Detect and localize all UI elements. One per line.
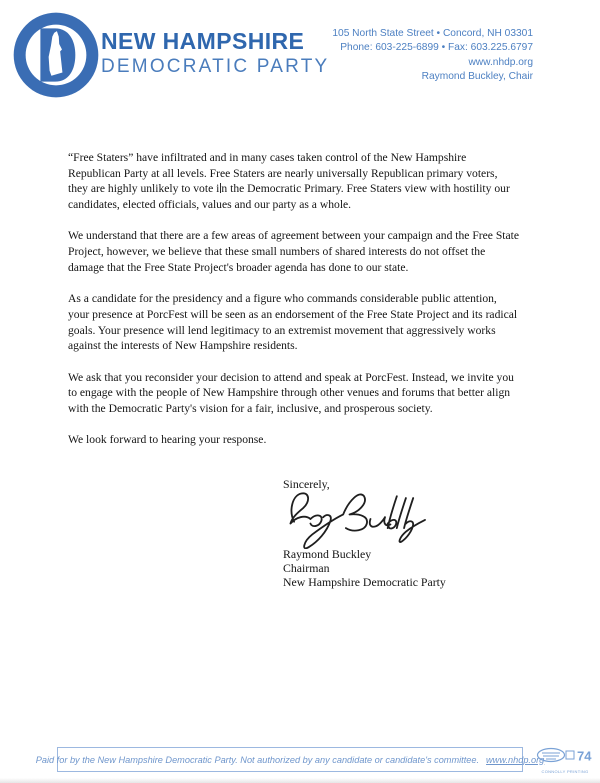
- footer-website-link: www.nhdp.org: [486, 754, 545, 765]
- body-line: goals. Your presence will lend legitimacy to an extremist movement that aggressively works: [68, 323, 496, 337]
- body-line: We understand that there are a few areas of agreement between your campaign and the Free State: [68, 229, 520, 243]
- letter-body: [68, 150, 548, 464]
- signer-name: Raymond Buckley: [283, 547, 372, 561]
- union-printing-label: [535, 747, 595, 774]
- body-line: We look forward to hearing your response.: [68, 433, 267, 447]
- body-line: against the interests of New Hampshire residents.: [68, 339, 298, 353]
- body-line: [68, 181, 548, 197]
- body-line: Republican Party at all levels. Free Staters are nearly universally Republican primary voters,: [68, 166, 498, 180]
- body-line: candidates, elected officials, values and our party as a whole.: [68, 198, 352, 212]
- paragraph-1: [68, 150, 548, 213]
- footer-disclaimer-box: [35, 747, 545, 772]
- union-label-icon: [536, 747, 594, 764]
- body-line: to engage with the people of New Hampshire through other venues and forums that better align: [68, 386, 511, 400]
- contact-chair: Raymond Buckley, Chair: [421, 70, 533, 82]
- contact-website: www.nhdp.org: [468, 56, 533, 68]
- paragraph-2: [68, 228, 548, 275]
- union-label-printer: CONNOLLY PRINTING: [541, 769, 589, 774]
- signature-block: [283, 548, 446, 589]
- org-name-line2: DEMOCRATIC PARTY: [101, 56, 330, 77]
- body-line: We ask that you reconsider your decision to attend and speak at PorcFest. Instead, we invite you: [68, 370, 514, 384]
- signer-title: Chairman: [283, 560, 330, 575]
- scan-edge-artifact: [0, 778, 600, 783]
- closing-sincerely: Sincerely,: [283, 477, 330, 491]
- union-label-number: 74: [577, 748, 592, 764]
- contact-address: 105 North State Street • Concord, NH 03301: [332, 28, 533, 39]
- body-line: As a candidate for the presidency and a figure who commands considerable public attention,: [68, 292, 497, 306]
- footer-disclaimer-text: Paid for by the New Hampshire Democratic Party. Not authorized by any candidate or candidate's committee.: [35, 754, 480, 765]
- body-line: damage that the Free State Project's broader agenda has done to our state.: [68, 260, 409, 274]
- paragraph-4: [68, 370, 548, 417]
- body-line: “Free Staters” have infiltrated and in many cases taken control of the New Hampshire: [68, 151, 467, 164]
- org-name-line1: NEW HAMPSHIRE: [101, 28, 305, 54]
- body-line-text: they are highly unlikely to vote i: [68, 182, 220, 196]
- paragraph-3: [68, 291, 548, 354]
- signer-organization: New Hampshire Democratic Party: [283, 574, 446, 589]
- organization-name: [101, 30, 329, 76]
- body-line-text: n the Democratic Primary. Free Staters view with hostility our: [221, 182, 510, 196]
- nhdp-democratic-d-logo: [10, 8, 102, 102]
- body-line: Project, however, we believe that these small numbers of shared interests do not offset the: [68, 245, 486, 259]
- body-line: your presence at PorcFest will be seen as an endorsement of the Free State Project and its radical: [68, 307, 518, 321]
- contact-phone-fax: Phone: 603-225-6899 • Fax: 603.225.6797: [340, 42, 533, 54]
- handwritten-signature-ray-buckley: [276, 489, 434, 549]
- contact-block: [332, 27, 533, 84]
- paragraph-5: [68, 432, 548, 448]
- body-line: with the Democratic Party's vision for a fair, inclusive, and prosperous society.: [68, 401, 433, 415]
